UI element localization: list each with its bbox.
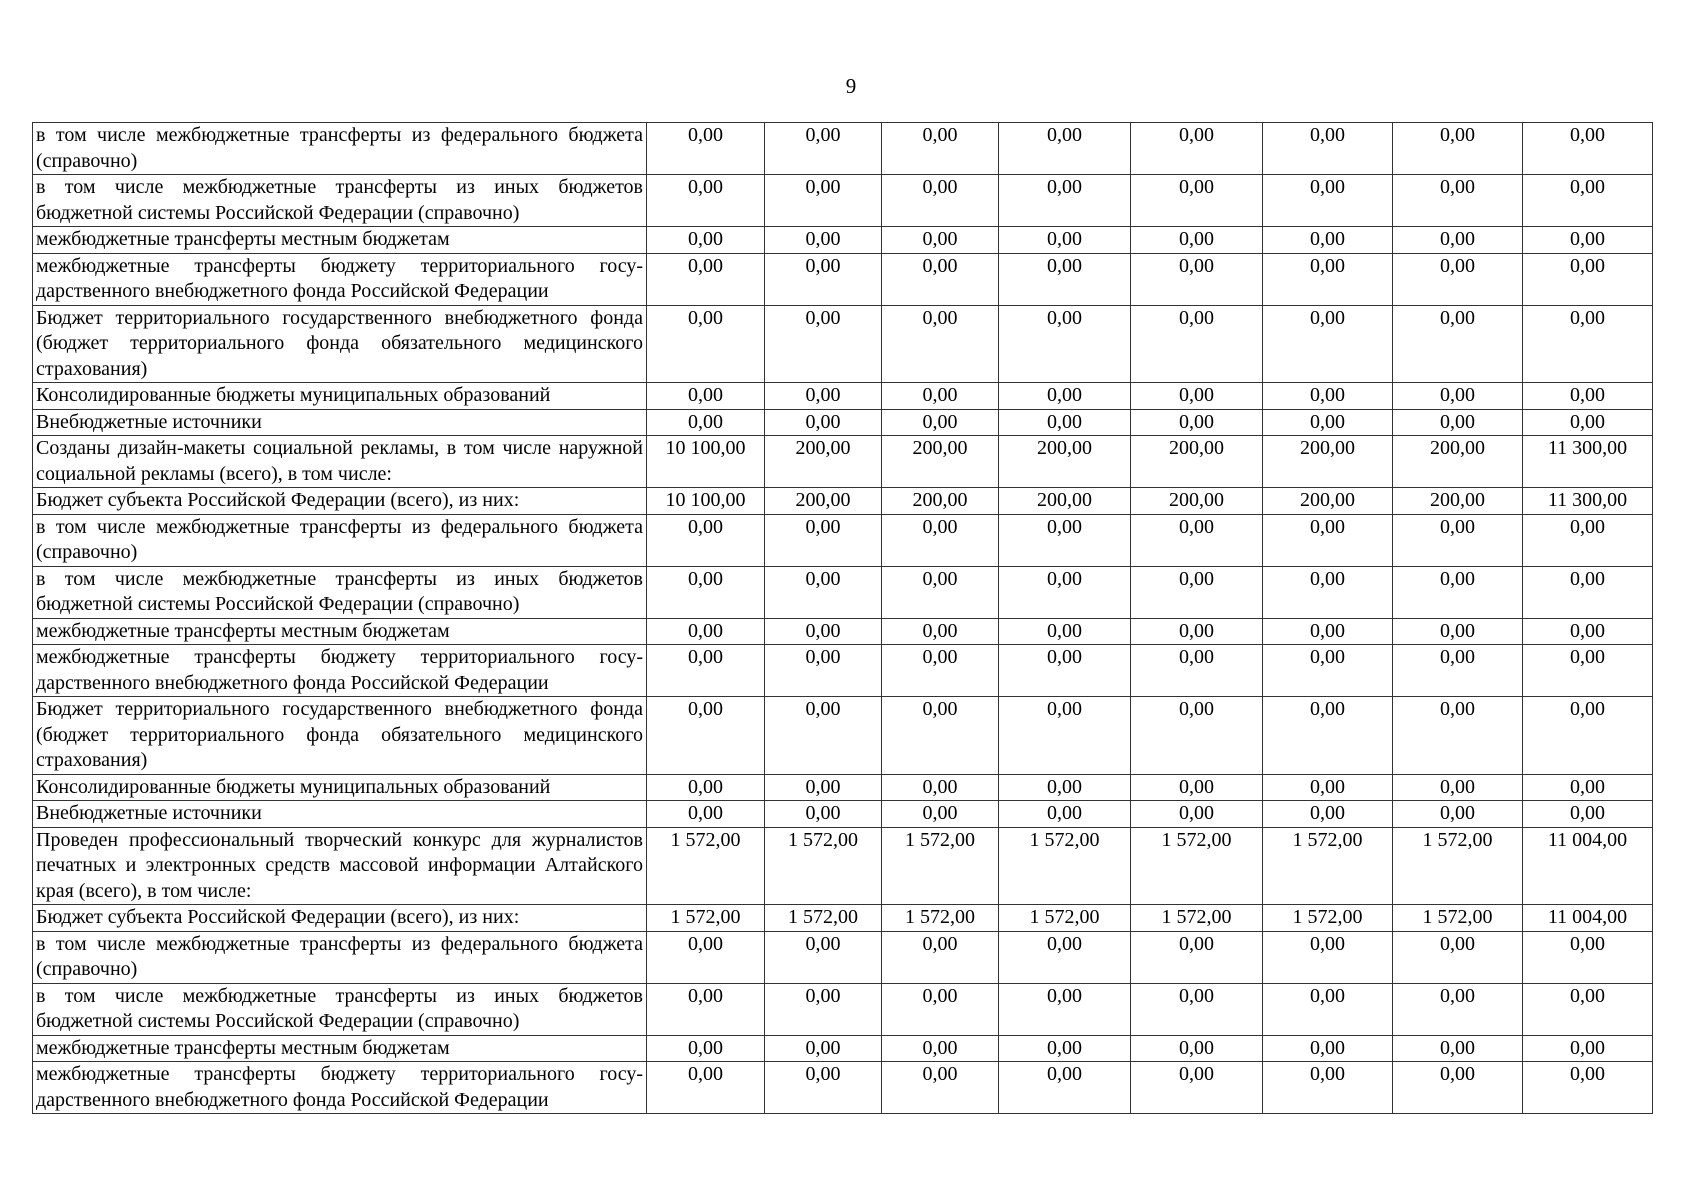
row-value-cell: 0,00 [999, 983, 1131, 1035]
row-value-cell: 200,00 [765, 436, 882, 488]
row-value-cell: 0,00 [647, 774, 765, 801]
table-row [33, 618, 1653, 645]
page-number: 9 [845, 74, 857, 98]
row-value-cell: 0,00 [999, 801, 1131, 828]
row-value-cell: 0,00 [1263, 618, 1393, 645]
row-value-cell: 0,00 [765, 566, 882, 618]
row-total-cell: 0,00 [1523, 697, 1653, 775]
row-total-cell: 11 004,00 [1523, 905, 1653, 932]
row-value-cell: 0,00 [1131, 1062, 1263, 1114]
table-row [33, 645, 1653, 697]
row-value-cell: 200,00 [1131, 488, 1263, 515]
row-value-cell: 1 572,00 [1263, 905, 1393, 932]
table-row [33, 436, 1653, 488]
row-total-cell: 0,00 [1523, 227, 1653, 254]
row-label: в том числе межбюджетные трансферты из иных бюджетов бюджетной системы Российской Федерации (справочно) [33, 983, 647, 1035]
row-value-cell: 200,00 [882, 436, 999, 488]
table-row [33, 383, 1653, 410]
row-value-cell: 0,00 [999, 697, 1131, 775]
row-value-cell: 0,00 [647, 983, 765, 1035]
row-value-cell: 1 572,00 [882, 827, 999, 905]
row-value-cell: 0,00 [1263, 253, 1393, 305]
row-value-cell: 0,00 [1393, 227, 1523, 254]
table-row [33, 227, 1653, 254]
row-value-cell: 0,00 [999, 305, 1131, 383]
row-value-cell: 0,00 [882, 175, 999, 227]
row-label: Бюджет субъекта Российской Федерации (всего), из них: [33, 488, 647, 515]
row-value-cell: 0,00 [882, 645, 999, 697]
row-value-cell: 0,00 [1393, 618, 1523, 645]
row-value-cell: 0,00 [1393, 514, 1523, 566]
row-value-cell: 0,00 [1393, 123, 1523, 175]
row-value-cell: 0,00 [1393, 645, 1523, 697]
row-value-cell: 0,00 [1131, 175, 1263, 227]
row-value-cell: 0,00 [1263, 1062, 1393, 1114]
row-value-cell: 0,00 [882, 383, 999, 410]
row-value-cell: 0,00 [647, 645, 765, 697]
row-value-cell: 0,00 [1393, 175, 1523, 227]
row-label: Созданы дизайн-макеты социальной рекламы, в том числе наружной социальной рекламы (всего), в том числе: [33, 436, 647, 488]
row-value-cell: 200,00 [1393, 488, 1523, 515]
row-value-cell: 0,00 [882, 227, 999, 254]
budget-table [32, 122, 1653, 1114]
row-total-cell: 0,00 [1523, 931, 1653, 983]
row-value-cell: 0,00 [882, 801, 999, 828]
row-value-cell: 0,00 [999, 566, 1131, 618]
row-value-cell: 0,00 [1263, 175, 1393, 227]
row-value-cell: 0,00 [882, 514, 999, 566]
table-row [33, 409, 1653, 436]
row-value-cell: 0,00 [999, 175, 1131, 227]
row-value-cell: 0,00 [1131, 514, 1263, 566]
row-value-cell: 0,00 [1263, 383, 1393, 410]
row-value-cell: 0,00 [882, 983, 999, 1035]
row-value-cell: 0,00 [1131, 305, 1263, 383]
table-row [33, 801, 1653, 828]
row-value-cell: 0,00 [647, 383, 765, 410]
row-value-cell: 0,00 [882, 253, 999, 305]
row-value-cell: 200,00 [765, 488, 882, 515]
row-label: в том числе межбюджетные трансферты из федерального бюджета (справочно) [33, 123, 647, 175]
row-value-cell: 0,00 [647, 566, 765, 618]
row-value-cell: 0,00 [765, 253, 882, 305]
row-value-cell: 0,00 [765, 618, 882, 645]
row-value-cell: 200,00 [1263, 436, 1393, 488]
table-body [33, 123, 1653, 1114]
row-value-cell: 200,00 [1263, 488, 1393, 515]
row-value-cell: 0,00 [1263, 774, 1393, 801]
row-value-cell: 0,00 [1131, 983, 1263, 1035]
row-total-cell: 0,00 [1523, 801, 1653, 828]
row-value-cell: 0,00 [1393, 931, 1523, 983]
row-value-cell: 0,00 [1131, 931, 1263, 983]
row-total-cell: 0,00 [1523, 566, 1653, 618]
row-value-cell: 0,00 [765, 774, 882, 801]
row-value-cell: 0,00 [647, 409, 765, 436]
row-total-cell: 0,00 [1523, 253, 1653, 305]
row-value-cell: 0,00 [1263, 697, 1393, 775]
table-row [33, 774, 1653, 801]
row-value-cell: 0,00 [1131, 618, 1263, 645]
row-value-cell: 0,00 [1131, 409, 1263, 436]
row-label: Консолидированные бюджеты муниципальных образований [33, 774, 647, 801]
row-value-cell: 0,00 [882, 774, 999, 801]
row-value-cell: 0,00 [1393, 983, 1523, 1035]
row-value-cell: 0,00 [647, 227, 765, 254]
row-value-cell: 0,00 [765, 1035, 882, 1062]
row-value-cell: 0,00 [1393, 774, 1523, 801]
row-label: Бюджет субъекта Российской Федерации (всего), из них: [33, 905, 647, 932]
row-value-cell: 0,00 [999, 645, 1131, 697]
row-label: Консолидированные бюджеты муниципальных образований [33, 383, 647, 410]
table-row [33, 931, 1653, 983]
row-value-cell: 0,00 [1263, 983, 1393, 1035]
row-value-cell: 0,00 [765, 305, 882, 383]
row-value-cell: 1 572,00 [999, 905, 1131, 932]
row-label: в том числе межбюджетные трансферты из федерального бюджета (справочно) [33, 931, 647, 983]
row-total-cell: 0,00 [1523, 774, 1653, 801]
row-value-cell: 0,00 [1131, 645, 1263, 697]
row-value-cell: 0,00 [647, 801, 765, 828]
row-value-cell: 10 100,00 [647, 488, 765, 515]
table-row [33, 253, 1653, 305]
row-value-cell: 0,00 [1263, 566, 1393, 618]
row-total-cell: 0,00 [1523, 618, 1653, 645]
row-label: межбюджетные трансферты местным бюджетам [33, 618, 647, 645]
row-value-cell: 200,00 [999, 436, 1131, 488]
row-value-cell: 0,00 [1393, 1035, 1523, 1062]
row-total-cell: 0,00 [1523, 305, 1653, 383]
row-total-cell: 0,00 [1523, 645, 1653, 697]
row-value-cell: 0,00 [1131, 697, 1263, 775]
row-value-cell: 0,00 [765, 1062, 882, 1114]
row-value-cell: 0,00 [1393, 697, 1523, 775]
row-value-cell: 0,00 [1263, 645, 1393, 697]
row-value-cell: 0,00 [999, 1035, 1131, 1062]
row-value-cell: 200,00 [882, 488, 999, 515]
row-label: Внебюджетные источники [33, 801, 647, 828]
row-value-cell: 0,00 [1263, 801, 1393, 828]
row-value-cell: 200,00 [1393, 436, 1523, 488]
row-value-cell: 0,00 [1131, 566, 1263, 618]
row-total-cell: 0,00 [1523, 983, 1653, 1035]
row-value-cell: 0,00 [1131, 253, 1263, 305]
row-value-cell: 0,00 [765, 175, 882, 227]
row-value-cell: 0,00 [1131, 123, 1263, 175]
row-value-cell: 0,00 [882, 409, 999, 436]
row-value-cell: 0,00 [1263, 1035, 1393, 1062]
row-value-cell: 0,00 [1393, 383, 1523, 410]
row-total-cell: 0,00 [1523, 123, 1653, 175]
row-label: в том числе межбюджетные трансферты из федерального бюджета (справочно) [33, 514, 647, 566]
row-value-cell: 0,00 [765, 514, 882, 566]
row-label: межбюджетные трансферты бюджету территориального государственного внебюджетного фонда Российской Федерации [33, 1062, 647, 1114]
row-label: Проведен профессиональный творческий конкурс для журналистов печатных и электронных средств массовой информации Алтайского края (всего), в том числе: [33, 827, 647, 905]
row-value-cell: 0,00 [765, 227, 882, 254]
table-row [33, 305, 1653, 383]
row-value-cell: 0,00 [1131, 801, 1263, 828]
row-value-cell: 200,00 [1131, 436, 1263, 488]
table-row [33, 1035, 1653, 1062]
row-value-cell: 1 572,00 [1131, 827, 1263, 905]
row-value-cell: 0,00 [1263, 305, 1393, 383]
row-value-cell: 0,00 [1393, 305, 1523, 383]
row-total-cell: 0,00 [1523, 514, 1653, 566]
row-value-cell: 1 572,00 [647, 827, 765, 905]
row-value-cell: 0,00 [1263, 931, 1393, 983]
table-row [33, 123, 1653, 175]
row-value-cell: 0,00 [999, 931, 1131, 983]
row-value-cell: 0,00 [1131, 227, 1263, 254]
row-value-cell: 0,00 [882, 123, 999, 175]
row-value-cell: 1 572,00 [882, 905, 999, 932]
row-value-cell: 0,00 [882, 566, 999, 618]
row-value-cell: 0,00 [999, 409, 1131, 436]
row-value-cell: 0,00 [999, 1062, 1131, 1114]
row-value-cell: 0,00 [647, 931, 765, 983]
row-label: межбюджетные трансферты бюджету территориального государственного внебюджетного фонда Российской Федерации [33, 645, 647, 697]
row-value-cell: 0,00 [765, 983, 882, 1035]
row-total-cell: 11 300,00 [1523, 436, 1653, 488]
table-row [33, 175, 1653, 227]
table-row [33, 566, 1653, 618]
row-value-cell: 0,00 [999, 383, 1131, 410]
row-value-cell: 200,00 [999, 488, 1131, 515]
row-value-cell: 1 572,00 [1131, 905, 1263, 932]
row-value-cell: 0,00 [647, 253, 765, 305]
row-value-cell: 0,00 [999, 618, 1131, 645]
row-value-cell: 0,00 [765, 801, 882, 828]
row-value-cell: 0,00 [882, 1062, 999, 1114]
row-value-cell: 0,00 [647, 123, 765, 175]
row-value-cell: 0,00 [999, 514, 1131, 566]
row-value-cell: 0,00 [765, 645, 882, 697]
table-row [33, 697, 1653, 775]
row-value-cell: 0,00 [1263, 409, 1393, 436]
row-value-cell: 0,00 [647, 305, 765, 383]
row-value-cell: 1 572,00 [765, 827, 882, 905]
row-total-cell: 11 300,00 [1523, 488, 1653, 515]
row-value-cell: 0,00 [647, 514, 765, 566]
row-total-cell: 11 004,00 [1523, 827, 1653, 905]
row-total-cell: 0,00 [1523, 1062, 1653, 1114]
row-total-cell: 0,00 [1523, 175, 1653, 227]
table-row [33, 827, 1653, 905]
row-value-cell: 0,00 [765, 409, 882, 436]
row-value-cell: 0,00 [647, 618, 765, 645]
table-row [33, 488, 1653, 515]
row-label: межбюджетные трансферты местным бюджетам [33, 227, 647, 254]
row-value-cell: 0,00 [647, 697, 765, 775]
row-value-cell: 0,00 [1263, 123, 1393, 175]
row-value-cell: 10 100,00 [647, 436, 765, 488]
row-value-cell: 0,00 [999, 253, 1131, 305]
row-value-cell: 1 572,00 [999, 827, 1131, 905]
row-label: межбюджетные трансферты местным бюджетам [33, 1035, 647, 1062]
row-value-cell: 0,00 [1263, 227, 1393, 254]
row-value-cell: 0,00 [1131, 383, 1263, 410]
table-row [33, 983, 1653, 1035]
row-label: Бюджет территориального государственного внебюджетного фонда (бюджет территориального фонда обязательного медицинского страхования) [33, 697, 647, 775]
table-row [33, 1062, 1653, 1114]
row-label: в том числе межбюджетные трансферты из иных бюджетов бюджетной системы Российской Федерации (справочно) [33, 566, 647, 618]
row-value-cell: 1 572,00 [1263, 827, 1393, 905]
row-label: в том числе межбюджетные трансферты из иных бюджетов бюджетной системы Российской Федерации (справочно) [33, 175, 647, 227]
row-value-cell: 0,00 [765, 383, 882, 410]
row-value-cell: 0,00 [1393, 253, 1523, 305]
table-row [33, 905, 1653, 932]
row-value-cell: 0,00 [647, 1035, 765, 1062]
row-value-cell: 0,00 [999, 227, 1131, 254]
row-total-cell: 0,00 [1523, 1035, 1653, 1062]
row-value-cell: 0,00 [647, 175, 765, 227]
row-value-cell: 1 572,00 [765, 905, 882, 932]
row-label: Бюджет территориального государственного внебюджетного фонда (бюджет территориального фонда обязательного медицинского страхования) [33, 305, 647, 383]
row-value-cell: 0,00 [1263, 514, 1393, 566]
row-value-cell: 0,00 [999, 774, 1131, 801]
row-value-cell: 1 572,00 [647, 905, 765, 932]
row-label: межбюджетные трансферты бюджету территориального государственного внебюджетного фонда Российской Федерации [33, 253, 647, 305]
row-total-cell: 0,00 [1523, 383, 1653, 410]
table-row [33, 514, 1653, 566]
row-total-cell: 0,00 [1523, 409, 1653, 436]
row-value-cell: 0,00 [882, 618, 999, 645]
row-value-cell: 0,00 [882, 697, 999, 775]
row-label: Внебюджетные источники [33, 409, 647, 436]
row-value-cell: 0,00 [765, 697, 882, 775]
row-value-cell: 0,00 [1393, 566, 1523, 618]
row-value-cell: 1 572,00 [1393, 827, 1523, 905]
row-value-cell: 0,00 [1131, 774, 1263, 801]
row-value-cell: 0,00 [1393, 1062, 1523, 1114]
row-value-cell: 0,00 [999, 123, 1131, 175]
row-value-cell: 0,00 [1393, 801, 1523, 828]
row-value-cell: 0,00 [882, 305, 999, 383]
row-value-cell: 0,00 [1131, 1035, 1263, 1062]
row-value-cell: 0,00 [1393, 409, 1523, 436]
row-value-cell: 0,00 [765, 123, 882, 175]
row-value-cell: 0,00 [647, 1062, 765, 1114]
row-value-cell: 1 572,00 [1393, 905, 1523, 932]
row-value-cell: 0,00 [765, 931, 882, 983]
row-value-cell: 0,00 [882, 1035, 999, 1062]
row-value-cell: 0,00 [882, 931, 999, 983]
